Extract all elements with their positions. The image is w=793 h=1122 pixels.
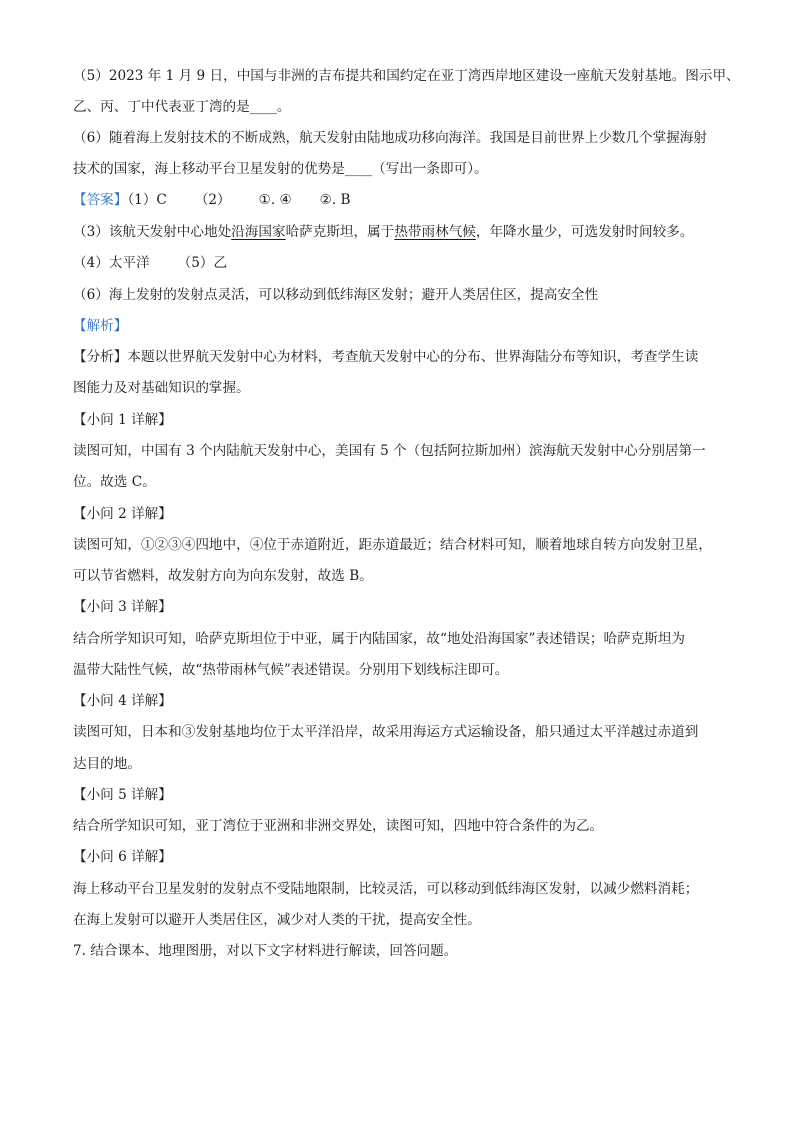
section-6-title: 【小问 6 详解】 bbox=[73, 849, 172, 865]
q5-line-2: 乙、丙、丁中代表亚丁湾的是____。 bbox=[73, 99, 291, 115]
section-3-title: 【小问 3 详解】 bbox=[73, 599, 172, 615]
section-4-line-1: 读图可知，日本和③发射基地均位于太平洋沿岸，故采用海运方式运输设备，船只通过太平洋越过赤道到 bbox=[73, 724, 699, 740]
fenxi-line-1: 【分析】本题以世界航天发射中心为材料，考查航天发射中心的分布、世界海陆分布等知识，考查学生读 bbox=[73, 349, 699, 365]
answer-2-part-2: ②. B bbox=[319, 192, 351, 208]
answer-1: （1）C bbox=[127, 192, 167, 208]
answer-3-suffix: ，年降水量少，可选发射时间较多。 bbox=[475, 224, 694, 240]
section-2-line-1: 读图可知，①②③④四地中，④位于赤道附近，距赤道最近；结合材料可知，顺着地球自转方向发射卫星， bbox=[73, 537, 712, 553]
section-5-line-1: 结合所学知识可知，亚丁湾位于亚洲和非洲交界处，读图可知，四地中符合条件的为乙。 bbox=[73, 818, 604, 834]
section-2-line-2: 可以节省燃料，故发射方向为向东发射，故选 B。 bbox=[73, 568, 373, 584]
section-3-line-1: 结合所学知识可知，哈萨克斯坦位于中亚，属于内陆国家，故“地处沿海国家”表述错误；哈萨克斯坦为 bbox=[73, 631, 686, 647]
q6-line-1: （6）随着海上发射技术的不断成熟，航天发射由陆地成功移向海洋。我国是目前世界上少数几个掌握海射 bbox=[73, 130, 707, 146]
answer-6: （6）海上发射的发射点灵活，可以移动到低纬海区发射；避开人类居住区，提高安全性 bbox=[73, 287, 599, 303]
answer-2-label: （2） bbox=[194, 192, 231, 208]
answer-3-underline-coastal: 沿海国家 bbox=[231, 224, 286, 240]
section-1-line-2: 位。故选 C。 bbox=[73, 474, 156, 490]
section-2-title: 【小问 2 详解】 bbox=[73, 506, 172, 522]
section-3-line-2: 温带大陆性气候，故“热带雨林气候”表述错误。分别用下划线标注即可。 bbox=[73, 662, 509, 678]
answer-3-middle: 哈萨克斯坦，属于 bbox=[285, 224, 395, 240]
section-1-line-1: 读图可知，中国有 3 个内陆航天发射中心，美国有 5 个（包括阿拉斯加州）滨海航天发射中心分别居第一 bbox=[73, 443, 706, 459]
answer-3-prefix: （3）该航天发射中心地处 bbox=[73, 224, 232, 240]
section-4-title: 【小问 4 详解】 bbox=[73, 693, 172, 709]
q6-line-2: 技术的国家，海上移动平台卫星发射的优势是____（写出一条即可）。 bbox=[73, 161, 488, 177]
fenxi-line-2: 图能力及对基础知识的掌握。 bbox=[73, 380, 250, 396]
section-4-line-2: 达目的地。 bbox=[73, 756, 141, 772]
analysis-tag: 【解析】 bbox=[73, 318, 128, 334]
section-6-line-2: 在海上发射可以避开人类居住区，减少对人类的干扰，提高安全性。 bbox=[73, 912, 481, 928]
answer-3-line bbox=[73, 222, 723, 242]
answer-line bbox=[73, 190, 723, 210]
answer-4: （4）太平洋 bbox=[73, 255, 150, 271]
section-6-line-1: 海上移动平台卫星发射的发射点不受陆地限制，比较灵活，可以移动到低纬海区发射，以减少燃料消耗； bbox=[73, 881, 699, 897]
section-5-title: 【小问 5 详解】 bbox=[73, 787, 172, 803]
q5-line-1: （5）2023 年 1 月 9 日，中国与非洲的吉布提共和国约定在亚丁湾西岸地区建设一座航天发射基地。图示甲、 bbox=[73, 68, 740, 84]
section-1-title: 【小问 1 详解】 bbox=[73, 412, 172, 428]
answer-5: （5）乙 bbox=[177, 255, 228, 271]
answer-4-5-line bbox=[73, 253, 723, 273]
answer-3-underline-climate: 热带雨林气候 bbox=[394, 224, 476, 240]
answer-tag: 【答案】 bbox=[73, 192, 128, 208]
question-7-prompt: 7. 结合课本、地理图册，对以下文字材料进行解读，回答问题。 bbox=[73, 943, 458, 959]
answer-2-part-1: ①. ④ bbox=[258, 192, 292, 208]
